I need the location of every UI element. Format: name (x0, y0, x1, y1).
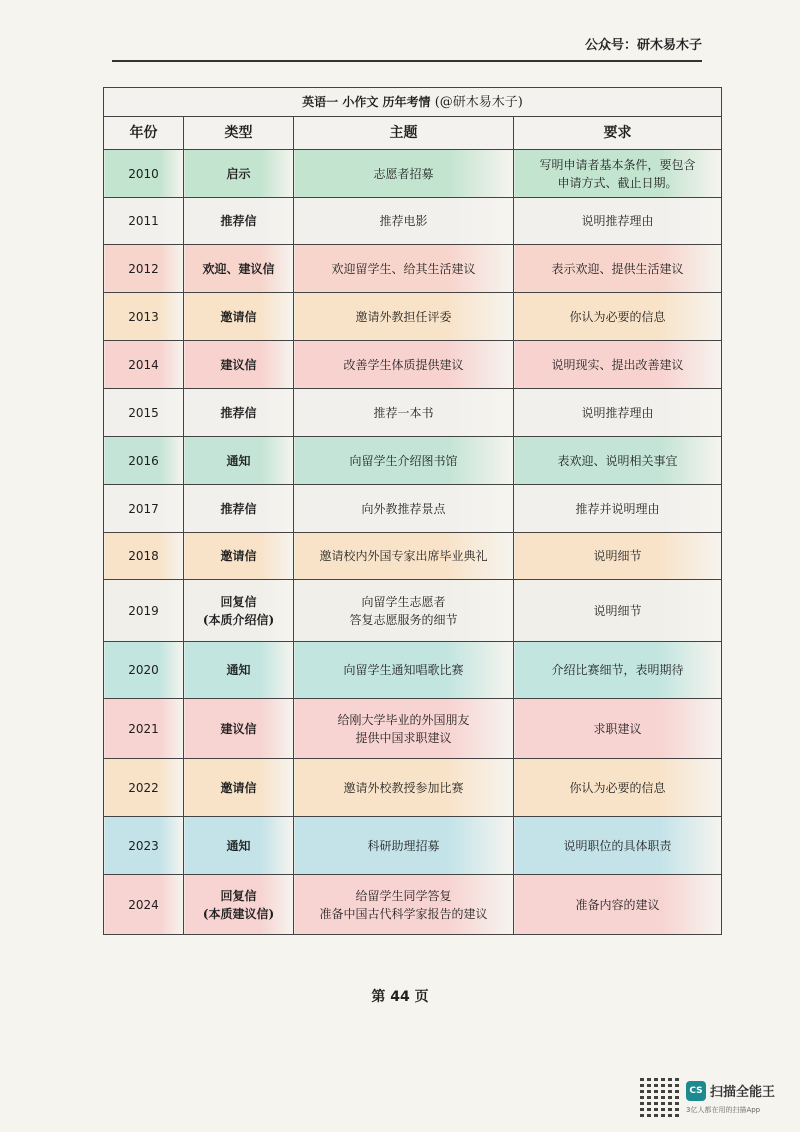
type-cell-line: 通知 (226, 453, 251, 468)
requirement-cell-line: 说明推荐理由 (581, 405, 654, 420)
year-text: 2012 (128, 261, 159, 276)
year-cell (104, 245, 184, 293)
table-title-sub: (@研木易木子) (434, 94, 523, 110)
table-row (104, 198, 722, 245)
topic-cell-line: 向留学生介绍图书馆 (349, 453, 458, 468)
topic-cell-line: 推荐电影 (379, 214, 428, 228)
qr-code-icon (640, 1077, 680, 1117)
topic-cell (294, 245, 514, 293)
topic-cell-line: 提供中国求职建议 (355, 730, 452, 745)
requirement-cell-line: 求职建议 (593, 721, 642, 736)
type-cell-line: 通知 (226, 663, 251, 677)
requirement-cell-line: 说明职位的具体职责 (563, 838, 672, 853)
type-cell (184, 642, 294, 699)
type-cell (184, 341, 294, 389)
requirement-cell-line: 说明现实、提出改善建议 (551, 357, 684, 372)
type-cell-line: 建议信 (220, 357, 257, 372)
table-title (104, 88, 722, 117)
type-cell-line: 回复信 (220, 888, 257, 903)
type-cell (184, 437, 294, 485)
year-cell (104, 198, 184, 245)
table-row (104, 150, 722, 198)
table-row (104, 389, 722, 437)
requirement-cell (514, 580, 722, 642)
year-text: 2023 (128, 838, 159, 853)
year-cell (104, 389, 184, 437)
year-text: 2015 (128, 405, 159, 420)
requirement-cell (514, 198, 722, 245)
topic-cell-line: 准备中国古代科学家报告的建议 (319, 906, 488, 921)
type-cell-line: 邀请信 (220, 309, 257, 324)
year-cell (104, 759, 184, 817)
year-cell (104, 699, 184, 759)
year-text: 2011 (128, 214, 159, 228)
cs-logo-icon: CS (686, 1081, 706, 1101)
topic-cell-line: 改善学生体质提供建议 (343, 357, 464, 372)
topic-cell (294, 580, 514, 642)
table-row (104, 875, 722, 935)
requirement-cell (514, 245, 722, 293)
table-row (104, 533, 722, 580)
year-cell (104, 875, 184, 935)
type-cell-line: (本质介绍信) (202, 612, 275, 627)
topic-cell (294, 293, 514, 341)
topic-cell-line: 欢迎留学生、给其生活建议 (331, 261, 476, 276)
topic-cell-line: 答复志愿服务的细节 (349, 612, 458, 627)
year-cell (104, 293, 184, 341)
table-row (104, 293, 722, 341)
topic-cell-line: 科研助理招募 (367, 838, 440, 853)
requirement-cell (514, 533, 722, 580)
topic-cell-line: 给留学生同学答复 (355, 888, 452, 903)
topic-cell-line: 给刚大学毕业的外国朋友 (337, 712, 470, 727)
requirement-cell-line: 准备内容的建议 (575, 897, 660, 912)
requirement-cell (514, 389, 722, 437)
year-text: 2024 (128, 897, 159, 912)
requirement-cell-line: 表欢迎、说明相关事宜 (557, 453, 678, 468)
requirement-cell-line: 介绍比赛细节，表明期待 (551, 663, 684, 677)
watermark-subtitle: 3亿人都在用的扫描App (686, 1106, 761, 1114)
type-cell-line: (本质建议信) (202, 906, 275, 921)
type-cell (184, 875, 294, 935)
table-row (104, 437, 722, 485)
column-header-topic: 主题 (294, 117, 514, 150)
type-cell (184, 485, 294, 533)
watermark-title: 扫描全能王 (710, 1085, 776, 1100)
type-cell-line: 推荐信 (220, 501, 257, 516)
requirement-cell (514, 875, 722, 935)
table-row (104, 642, 722, 699)
column-header-requirement: 要求 (514, 117, 722, 150)
requirement-cell (514, 699, 722, 759)
type-cell (184, 759, 294, 817)
type-cell-line: 推荐信 (220, 214, 257, 228)
type-cell (184, 817, 294, 875)
year-cell (104, 533, 184, 580)
requirement-cell (514, 485, 722, 533)
year-text: 2021 (128, 721, 159, 736)
topic-cell (294, 341, 514, 389)
topic-cell-line: 推荐一本书 (373, 405, 434, 420)
type-cell (184, 699, 294, 759)
exam-table (103, 87, 722, 935)
requirement-cell-line: 表示欢迎、提供生活建议 (551, 261, 684, 276)
requirement-cell (514, 642, 722, 699)
topic-cell (294, 389, 514, 437)
year-text: 2022 (128, 780, 159, 795)
topic-cell-line: 志愿者招募 (373, 166, 434, 181)
requirement-cell (514, 341, 722, 389)
year-text: 2019 (128, 603, 159, 618)
requirement-cell-line: 说明细节 (593, 549, 642, 563)
requirement-cell-line: 推荐并说明理由 (575, 501, 660, 516)
topic-cell-line: 向外教推荐景点 (361, 501, 446, 516)
year-cell (104, 485, 184, 533)
topic-cell-line: 向留学生通知唱歌比赛 (343, 663, 464, 677)
topic-cell (294, 533, 514, 580)
topic-cell-line: 向留学生志愿者 (361, 594, 446, 609)
page-number: 第 44 页 (371, 989, 429, 1005)
type-cell (184, 389, 294, 437)
year-text: 2016 (128, 453, 159, 468)
type-cell (184, 293, 294, 341)
requirement-cell (514, 817, 722, 875)
table-title-text: 英语一 小作文 历年考情 (302, 94, 431, 109)
requirement-cell-line: 你认为必要的信息 (569, 309, 666, 324)
topic-cell (294, 150, 514, 198)
table-row (104, 699, 722, 759)
table-row (104, 341, 722, 389)
requirement-cell-line: 写明申请者基本条件，要包含 (539, 157, 696, 172)
type-cell (184, 150, 294, 198)
year-text: 2018 (128, 549, 159, 563)
topic-cell (294, 817, 514, 875)
requirement-cell (514, 759, 722, 817)
table-header-row (104, 117, 722, 150)
topic-cell (294, 875, 514, 935)
year-text: 2014 (128, 357, 159, 372)
header-text: 公众号：研木易木子 (584, 38, 702, 53)
table-row (104, 485, 722, 533)
type-cell-line: 启示 (226, 166, 251, 181)
requirement-cell-line: 申请方式、截止日期。 (557, 175, 678, 190)
column-header-type: 类型 (184, 117, 294, 150)
year-cell (104, 642, 184, 699)
type-cell-line: 建议信 (220, 721, 257, 736)
type-cell-line: 推荐信 (220, 405, 257, 420)
topic-cell-line: 邀请外教担任评委 (355, 309, 452, 324)
topic-cell (294, 437, 514, 485)
type-cell-line: 邀请信 (220, 780, 257, 795)
scanner-watermark (640, 1077, 790, 1121)
year-text: 2010 (128, 166, 159, 181)
table-row (104, 817, 722, 875)
type-cell (184, 580, 294, 642)
year-cell (104, 150, 184, 198)
table-row (104, 759, 722, 817)
type-cell-line: 回复信 (220, 594, 257, 609)
requirement-cell (514, 293, 722, 341)
table-row (104, 245, 722, 293)
topic-cell (294, 699, 514, 759)
topic-cell (294, 759, 514, 817)
year-cell (104, 341, 184, 389)
column-header-year: 年份 (104, 117, 184, 150)
topic-cell (294, 642, 514, 699)
type-cell-line: 通知 (226, 838, 251, 853)
table-row (104, 580, 722, 642)
year-cell (104, 580, 184, 642)
requirement-cell (514, 437, 722, 485)
year-cell (104, 817, 184, 875)
type-cell (184, 198, 294, 245)
table-body (104, 150, 722, 935)
year-cell (104, 437, 184, 485)
topic-cell-line: 邀请外校教授参加比赛 (343, 780, 464, 795)
type-cell (184, 533, 294, 580)
topic-cell-line: 邀请校内外国专家出席毕业典礼 (319, 549, 488, 563)
type-cell (184, 245, 294, 293)
year-text: 2017 (128, 501, 159, 516)
year-text: 2013 (128, 309, 159, 324)
topic-cell (294, 198, 514, 245)
requirement-cell-line: 说明推荐理由 (581, 214, 654, 228)
requirement-cell-line: 说明细节 (593, 603, 642, 618)
type-cell-line: 欢迎、建议信 (202, 261, 275, 276)
topic-cell (294, 485, 514, 533)
year-text: 2020 (128, 663, 159, 677)
type-cell-line: 邀请信 (220, 549, 257, 563)
requirement-cell (514, 150, 722, 198)
page-header (112, 28, 702, 62)
requirement-cell-line: 你认为必要的信息 (569, 780, 666, 795)
